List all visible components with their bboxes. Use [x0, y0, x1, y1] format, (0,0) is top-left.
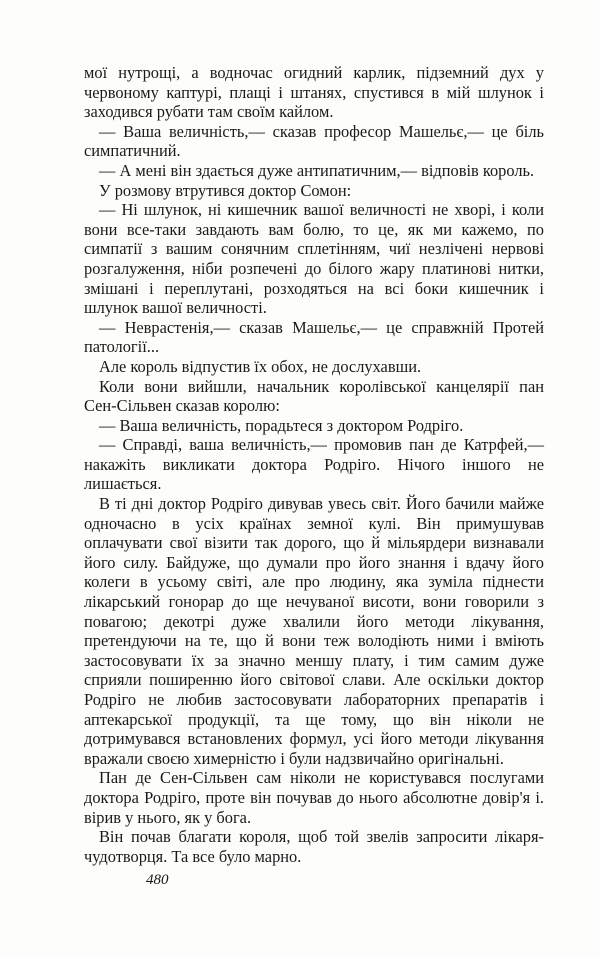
- paragraph: Він почав благати короля, щоб той звелів запросити лікаря-чудотворця. Та все було марно.: [84, 827, 544, 866]
- paragraph: — А мені він здається дуже антипатичним,— відповів король.: [99, 160, 535, 180]
- paragraph: У розмову втрутився доктор Сомон:: [99, 180, 352, 200]
- paragraph: — Ваша величність, порадьтеся з доктором Родріго.: [99, 415, 464, 435]
- paragraph: Але король відпустив їх обох, не дослухавши.: [99, 356, 422, 376]
- paragraph: Пан де Сен-Сільвен сам ніколи не користувався послугами доктора Родріго, проте він почував до нього абсолютне довір'я і. вірив у нього, як у бога.: [84, 768, 544, 827]
- paragraph: — Ваша величність,— сказав професор Машельє,— це біль симпатичний.: [84, 121, 544, 161]
- paragraph: В ті дні доктор Родріго дивував увесь світ. Його бачили майже одночасно в усіх країнах земної кулі. Він примушував оплачувати свої візити так дорого, що й мільярдери визнавали його силу. Байдуже, що думали про його знання і вдачу його колеги в усьому світі, але про людину, яка зуміла піднести лікарський гонорар до ще нечуваної висоти, вони говорили з повагою; декотрі дуже хвалили його методи лікування, претендуючи на те, що й вони теж володіють ними і вміють застосовувати їх за значно меншу плату, і тим самим дуже сприяли поширенню його світової слави. Але оскільки доктор Родріго не любив застосовувати лабораторних препаратів і аптекарської продукції, та ще тому, що він ніколи не дотримувався встановлених формул, усі його методи лікування вражали своєю химерністю і були надзвичайно оригінальні.: [84, 494, 544, 768]
- paragraph: Коли вони вийшли, начальник королівської канцелярії пан Сен-Сільвен сказав королю:: [84, 376, 544, 416]
- paragraph: — Ні шлунок, ні кишечник вашої величності не хворі, і коли вони все-таки завдають вам болю, то це, як ми кажемо, по симпатії з вашим сонячним сплетінням, чиї незлічені нервові розгалуження, ніби розпечені до білого жару платинові нитки, змішані і переплутані, розходяться на всі боки кишечник і шлунок вашої величності.: [84, 200, 544, 318]
- paragraph-continued: мої нутрощі, а водночас огидний карлик, підземний дух у червоному каптурі, плащі і штанях, спустився в мій шлунок і заходився рубати там своїм кайлом.: [84, 63, 544, 122]
- paragraph: — Справді, ваша величність,— промовив пан де Катрфей,— накажіть викликати доктора Родріго. Нічого іншого не лишається.: [84, 435, 544, 494]
- page-number: 480: [146, 872, 169, 888]
- body-text: [84, 63, 544, 866]
- paragraph: — Неврастенія,— сказав Машельє,— це справжній Протей патології...: [84, 317, 544, 357]
